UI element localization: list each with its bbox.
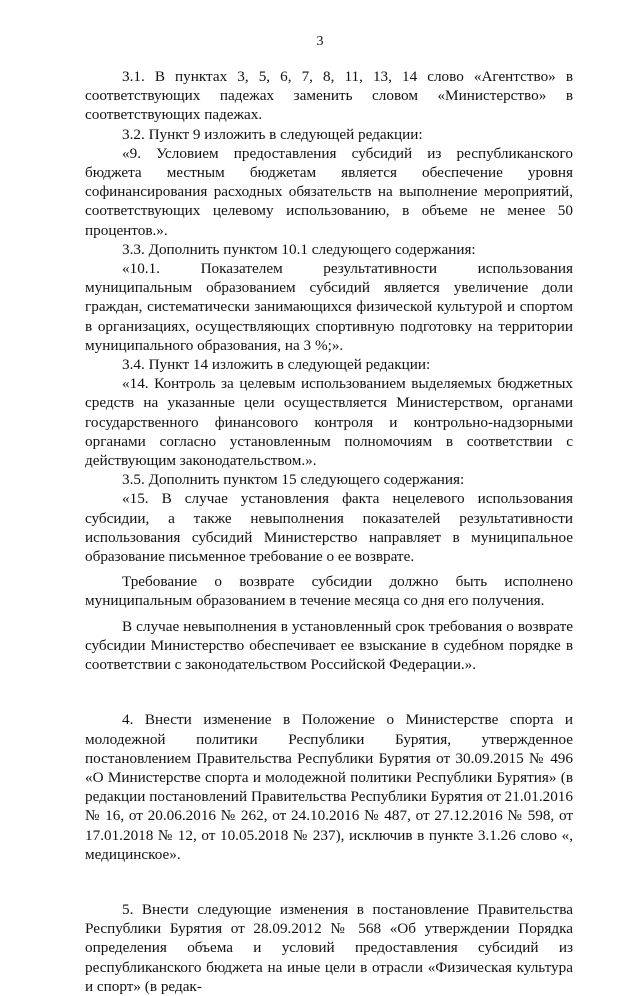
paragraph-4: 4. Внести изменение в Положение о Министерстве спорта и молодежной политики Республики Бурятия, утвержденное постановлением Правительства Республики Бурятия от 30.09.2015 № 496 «О Министерстве спорта и молодежной политики Республики Бурятия» (в редакции постановлений Правительства Республики Бурятия от 21.01.2016 № 16, от 20.06.2016 № 262, от 24.10.2016 № 487, от 27.12.2016 № 598, от 17.01.2018 № 12, от 10.05.2018 № 237), исключив в пункте 3.1.26 слово «, медицинское». [85,711,573,863]
document-body [85,67,573,996]
paragraph-3-5: 3.5. Дополнить пунктом 15 следующего содержания: [122,471,465,489]
paragraph-item-15: «15. В случае установления факта нецелевого использования субсидии, а также невыполнения показателей результативности использования субсидий Министерство направляет в муниципальное образование письменное требование о ее возврате. [85,490,573,566]
page-number: 3 [316,34,324,49]
paragraph-3-2: 3.2. Пункт 9 изложить в следующей редакции: [122,125,423,143]
paragraph-3-4: 3.4. Пункт 14 изложить в следующей редакции: [122,356,431,374]
paragraph-item-10-1: «10.1. Показателем результативности использования муниципальным образованием субсидий является увеличение доли граждан, систематически занимающихся физической культурой и спортом в организациях, осуществляющих спортивную подготовку на территории муниципального образования, на 3 %;». [85,260,573,354]
paragraph-5: 5. Внести следующие изменения в постановление Правительства Республики Бурятия от 28.09.2012 № 568 «Об утверждении Порядка определения объема и условий предоставления субсидий из республиканского бюджета на иные цели в отрасли «Физическая культура и спорт» (в редак- [85,900,573,995]
paragraph-non-fulfillment: В случае невыполнения в установленный срок требования о возврате субсидии Министерство обеспечивает ее взыскание в судебном порядке в соответствии с законодательством Российской Федерации.». [85,617,573,674]
paragraph-3-3: 3.3. Дополнить пунктом 10.1 следующего содержания: [122,240,476,258]
paragraph-item-9: «9. Условием предоставления субсидий из республиканского бюджета местным бюджетам является обеспечение уровня софинансирования расходных обязательств на выполнение мероприятий, соответствующих целевому использованию, в объеме не менее 50 процентов.». [85,144,573,239]
paragraph-return-requirement: Требование о возврате субсидии должно быть исполнено муниципальным образованием в течение месяца со дня его получения. [85,573,573,610]
paragraph-item-14: «14. Контроль за целевым использованием выделяемых бюджетных средств на указанные цели осуществляется Министерством, органами государственного финансового контроля и контрольно-надзорными органами согласно установленным полномочиям в соответствии с действующим законодательством.». [85,375,573,470]
paragraph-3-1: 3.1. В пунктах 3, 5, 6, 7, 8, 11, 13, 14 слово «Агентство» в соответствующих падежах заменить словом «Министерство» в соответствующих падежах. [85,68,573,124]
